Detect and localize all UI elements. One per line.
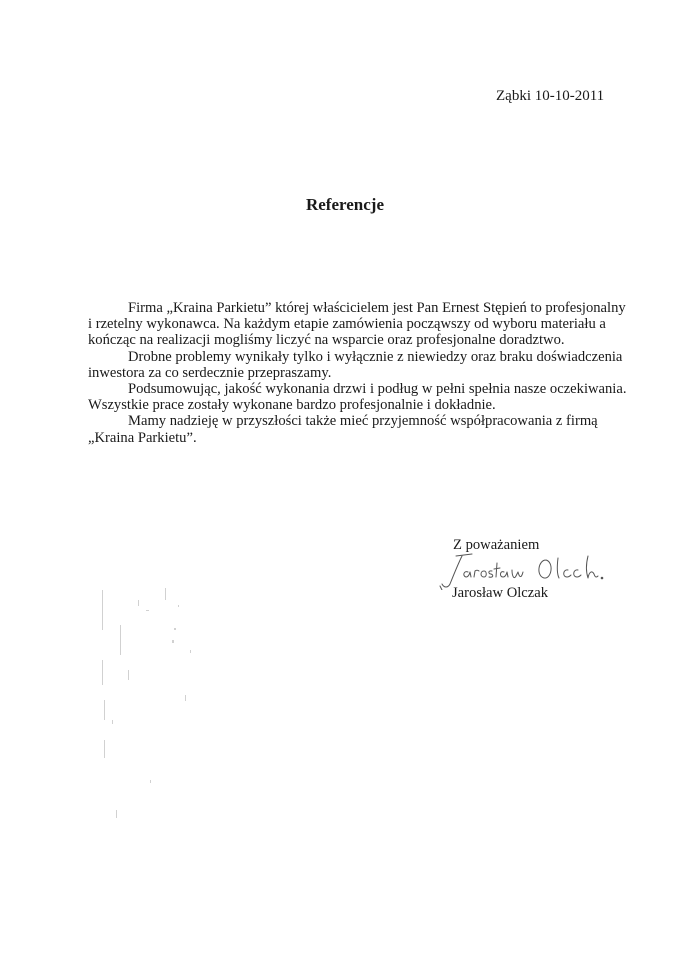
scan-noise bbox=[90, 580, 220, 860]
paragraph-summary: Podsumowując, jakość wykonania drzwi i podług w pełni spełnia nasze oczekiwania. Wszystkie prace zostały wykonane bardzo profesjonalnie i dokładnie. bbox=[88, 381, 627, 414]
letter-date: Ząbki 10-10-2011 bbox=[496, 88, 605, 104]
signer-name: Jarosław Olczak bbox=[452, 585, 549, 601]
closing-salutation: Z poważaniem bbox=[453, 537, 540, 553]
letter-body bbox=[88, 300, 628, 446]
paragraph-recommendation: Firma „Kraina Parkietu” której właścicielem jest Pan Ernest Stępień to profesjonalny i rzetelny wykonawca. Na każdym etapie zamówienia począwszy od wyboru materiału a kończąc na realizacji mogliśmy liczyć na wsparcie oraz profesjonalne doradztwo. bbox=[88, 300, 626, 349]
letter-title: Referencje bbox=[305, 195, 385, 214]
handwritten-signature bbox=[428, 550, 608, 590]
paragraph-future-cooperation: Mamy nadzieję w przyszłości także mieć przyjemność współpracowania z firmą „Kraina Parkietu”. bbox=[88, 413, 598, 446]
paragraph-problems: Drobne problemy wynikały tylko i wyłącznie z niewiedzy oraz braku doświadczenia inwestora za co serdecznie przepraszamy. bbox=[88, 348, 623, 381]
